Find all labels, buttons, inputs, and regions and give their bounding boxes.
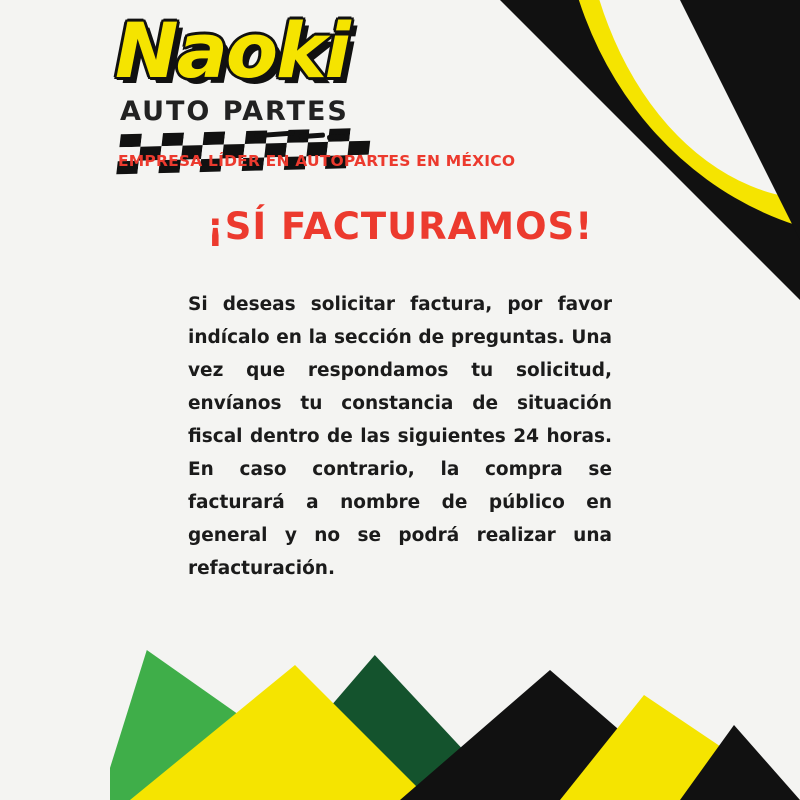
page-headline: ¡SÍ FACTURAMOS! — [206, 205, 594, 248]
brand-name: Naoki — [115, 6, 349, 95]
bottom-shape-white-edge — [0, 650, 110, 800]
body-paragraph: Si deseas solicitar factura, por favor indícalo en la sección de preguntas. Una vez que respondamos tu solicitud, envíanos tu constancia de situación fiscal dentro de las siguientes 24 horas. En caso contrario, la compra se facturará a nombre de público en general y no se podrá realizar una refacturación. — [188, 294, 612, 579]
brand-subtitle: AUTO PARTES — [120, 96, 349, 127]
brand-tagline: EMPRESA LÍDER EN AUTOPARTES EN MÉXICO — [118, 152, 516, 170]
bottom-decoration — [0, 600, 800, 800]
